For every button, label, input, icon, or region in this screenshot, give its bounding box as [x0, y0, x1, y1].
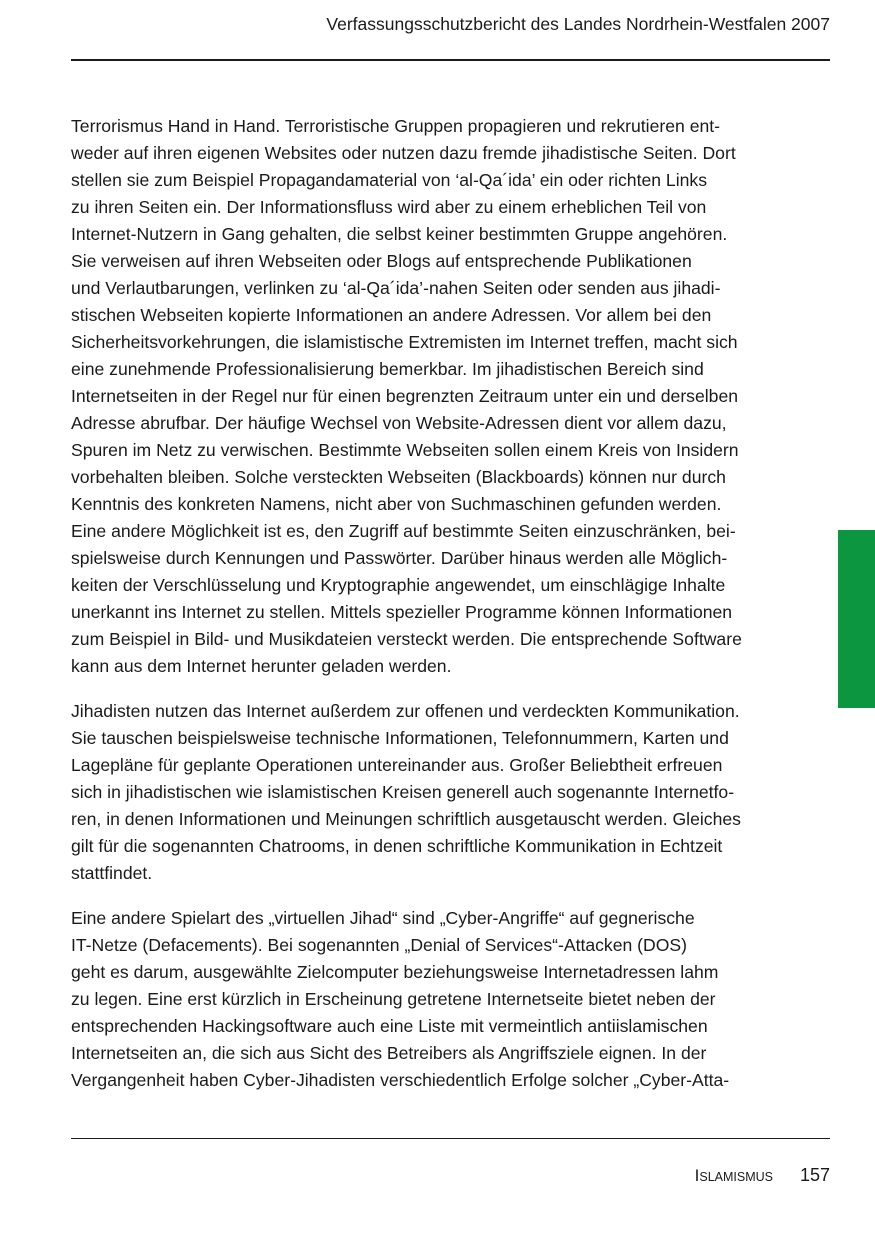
page-number: 157	[799, 1165, 830, 1185]
text-line: kann aus dem Internet herunter geladen werden.	[71, 656, 452, 676]
text-line: keiten der Verschlüsselung und Kryptographie angewendet, um einschlägige Inhalte	[71, 575, 726, 595]
text-line: entsprechenden Hackingsoftware auch eine Liste mit vermeintlich antiislamischen	[71, 1016, 708, 1036]
text-line: weder auf ihren eigenen Websites oder nutzen dazu fremde jihadistische Seiten. Dort	[71, 143, 736, 163]
text-line: Kenntnis des konkreten Namens, nicht aber von Suchmaschinen gefunden werden.	[71, 494, 722, 514]
text-line: Internetseiten in der Regel nur für einen begrenzten Zeitraum unter ein und derselben	[71, 386, 739, 406]
text-line: Spuren im Netz zu verwischen. Bestimmte Webseiten sollen einem Kreis von Insidern	[71, 440, 739, 460]
text-line: zu ihren Seiten ein. Der Informationsfluss wird aber zu einem erheblichen Teil von	[71, 197, 707, 217]
text-line: spielsweise durch Kennungen und Passwörter. Darüber hinaus werden alle Möglich-	[71, 548, 728, 568]
paragraph-3	[71, 905, 801, 1094]
text-line: Internet-Nutzern in Gang gehalten, die selbst keiner bestimmten Gruppe angehören.	[71, 224, 728, 244]
text-line: Sie tauschen beispielsweise technische Informationen, Telefonnummern, Karten und	[71, 728, 729, 748]
text-line: Lagepläne für geplante Operationen untereinander aus. Großer Beliebtheit erfreuen	[71, 755, 723, 775]
chapter-tab-marker	[838, 530, 875, 708]
text-line: geht es darum, ausgewählte Zielcomputer beziehungsweise Internetadressen lahm	[71, 962, 719, 982]
footer-divider	[71, 1138, 830, 1139]
body-text	[71, 113, 801, 1112]
text-line: stischen Webseiten kopierte Informationen an andere Adressen. Vor allem bei den	[71, 305, 712, 325]
text-line: unerkannt ins Internet zu stellen. Mittels spezieller Programme können Informationen	[71, 602, 733, 622]
section-rest: SLAMISMUS	[699, 1170, 773, 1184]
text-line: stellen sie zum Beispiel Propagandamaterial von ‘al-Qa´ida’ ein oder richten Links	[71, 170, 707, 190]
text-line: Terrorismus Hand in Hand. Terroristische Gruppen propagieren und rekrutieren ent-	[71, 116, 721, 136]
paragraph-2	[71, 698, 801, 887]
text-line: Vergangenheit haben Cyber-Jihadisten verschiedentlich Erfolge solcher „Cyber-Atta-	[71, 1070, 730, 1090]
text-line: vorbehalten bleiben. Solche versteckten Webseiten (Blackboards) können nur durch	[71, 467, 726, 487]
text-line: Eine andere Möglichkeit ist es, den Zugriff auf bestimmte Seiten einzuschränken, bei-	[71, 521, 736, 541]
text-line: zum Beispiel in Bild- und Musikdateien versteckt werden. Die entsprechende Software	[71, 629, 742, 649]
text-line: stattfindet.	[71, 863, 153, 883]
text-line: und Verlautbarungen, verlinken zu ‘al-Qa´ida’-nahen Seiten oder senden aus jihadi-	[71, 278, 721, 298]
text-line: Sicherheitsvorkehrungen, die islamistische Extremisten im Internet treffen, macht sich	[71, 332, 738, 352]
section-initial: I	[694, 1166, 700, 1185]
text-line: Eine andere Spielart des „virtuellen Jihad“ sind „Cyber-Angriffe“ auf gegnerische	[71, 908, 695, 928]
text-line: gilt für die sogenannten Chatrooms, in denen schriftliche Kommunikation in Echtzeit	[71, 836, 723, 856]
header-divider	[71, 59, 830, 61]
text-line: Jihadisten nutzen das Internet außerdem zur offenen und verdeckten Kommunikation.	[71, 701, 740, 721]
text-line: zu legen. Eine erst kürzlich in Erscheinung getretene Internetseite bietet neben der	[71, 989, 716, 1009]
footer-section-title	[695, 1166, 773, 1187]
text-line: ren, in denen Informationen und Meinungen schriftlich ausgetauscht werden. Gleiches	[71, 809, 741, 829]
text-line: Adresse abrufbar. Der häufige Wechsel von Website-Adressen dient vor allem dazu,	[71, 413, 727, 433]
paragraph-1	[71, 113, 801, 680]
text-line: Sie verweisen auf ihren Webseiten oder Blogs auf entsprechende Publikationen	[71, 251, 692, 271]
text-line: Internetseiten an, die sich aus Sicht des Betreibers als Angriffsziele eignen. In der	[71, 1043, 707, 1063]
text-line: sich in jihadistischen wie islamistischen Kreisen generell auch sogenannte Internetfo-	[71, 782, 735, 802]
text-line: IT-Netze (Defacements). Bei sogenannten „Denial of Services“-Attacken (DOS)	[71, 935, 688, 955]
running-header-title: Verfassungsschutzbericht des Landes Nordrhein-Westfalen 2007	[326, 14, 830, 34]
text-line: eine zunehmende Professionalisierung bemerkbar. Im jihadistischen Bereich sind	[71, 359, 704, 379]
